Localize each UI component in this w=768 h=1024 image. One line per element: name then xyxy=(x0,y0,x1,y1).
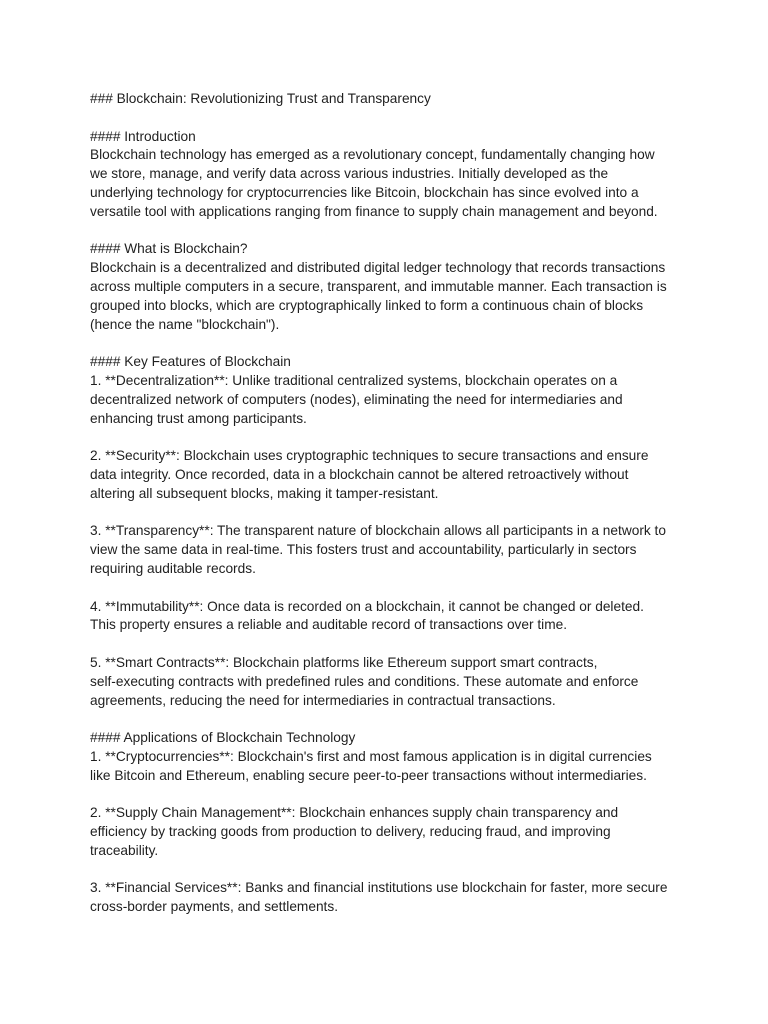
application-item-financial-services: 3. **Financial Services**: Banks and financial institutions use blockchain for faster, more secure cross-border payments, and settlements. xyxy=(90,880,668,915)
spacer xyxy=(90,635,682,654)
spacer xyxy=(90,504,682,523)
spacer xyxy=(90,785,682,804)
spacer xyxy=(90,710,682,729)
what-paragraph: Blockchain is a decentralized and distributed digital ledger technology that records transactions across multiple computers in a secure, transparent, and immutable manner. Each transaction is grouped into blocks, which are cryptographically linked to form a continuous chain of blocks (hence the name "blockchain"). xyxy=(90,260,667,332)
document-title: ### Blockchain: Revolutionizing Trust and Transparency xyxy=(90,91,431,106)
application-item-cryptocurrencies: 1. **Cryptocurrencies**: Blockchain's first and most famous application is in digital currencies like Bitcoin and Ethereum, enabling secure peer-to-peer transactions without intermediaries. xyxy=(90,748,652,783)
feature-item-decentralization: 1. **Decentralization**: Unlike traditional centralized systems, blockchain operates on a decentralized network of computers (nodes), eliminating the need for intermediaries and enhancing trust among participants. xyxy=(90,372,623,426)
intro-paragraph: Blockchain technology has emerged as a revolutionary concept, fundamentally changing how we store, manage, and verify data across various industries. Initially developed as the underlying technology for cryptocurrencies like Bitcoin, blockchain has since evolved into a versatile tool with applications ranging from finance to supply chain management and beyond. xyxy=(90,147,658,219)
feature-item-immutability: 4. **Immutability**: Once data is recorded on a blockchain, it cannot be changed or deleted. This property ensures a reliable and auditable record of transactions over time. xyxy=(90,598,644,633)
intro-heading: #### Introduction xyxy=(90,128,196,144)
feature-item-smart-contracts: 5. **Smart Contracts**: Blockchain platforms like Ethereum support smart contracts, self-executing contracts with predefined rules and conditions. These automate and enforce agreements, reducing the need for intermediaries in contractual transactions. xyxy=(90,654,639,708)
spacer xyxy=(90,222,682,241)
spacer xyxy=(90,428,682,447)
spacer xyxy=(90,861,682,880)
applications-heading: #### Applications of Blockchain Technology xyxy=(90,730,356,746)
feature-item-security: 2. **Security**: Blockchain uses cryptographic techniques to secure transactions and ensure data integrity. Once recorded, data in a blockchain cannot be altered retroactively without altering all subsequent blocks, making it tamper-resistant. xyxy=(90,448,649,501)
features-heading: #### Key Features of Blockchain xyxy=(90,354,291,370)
spacer xyxy=(90,334,682,353)
application-item-supply-chain: 2. **Supply Chain Management**: Blockchain enhances supply chain transparency and efficiency by tracking goods from production to delivery, reducing fraud, and improving traceability. xyxy=(90,805,619,858)
spacer xyxy=(90,109,682,128)
feature-item-transparency: 3. **Transparency**: The transparent nature of blockchain allows all participants in a network to view the same data in real-time. This fosters trust and accountability, particularly in sectors requiring auditable records. xyxy=(90,523,666,576)
what-heading: #### What is Blockchain? xyxy=(90,241,248,257)
spacer xyxy=(90,579,682,598)
document-page xyxy=(90,90,682,917)
